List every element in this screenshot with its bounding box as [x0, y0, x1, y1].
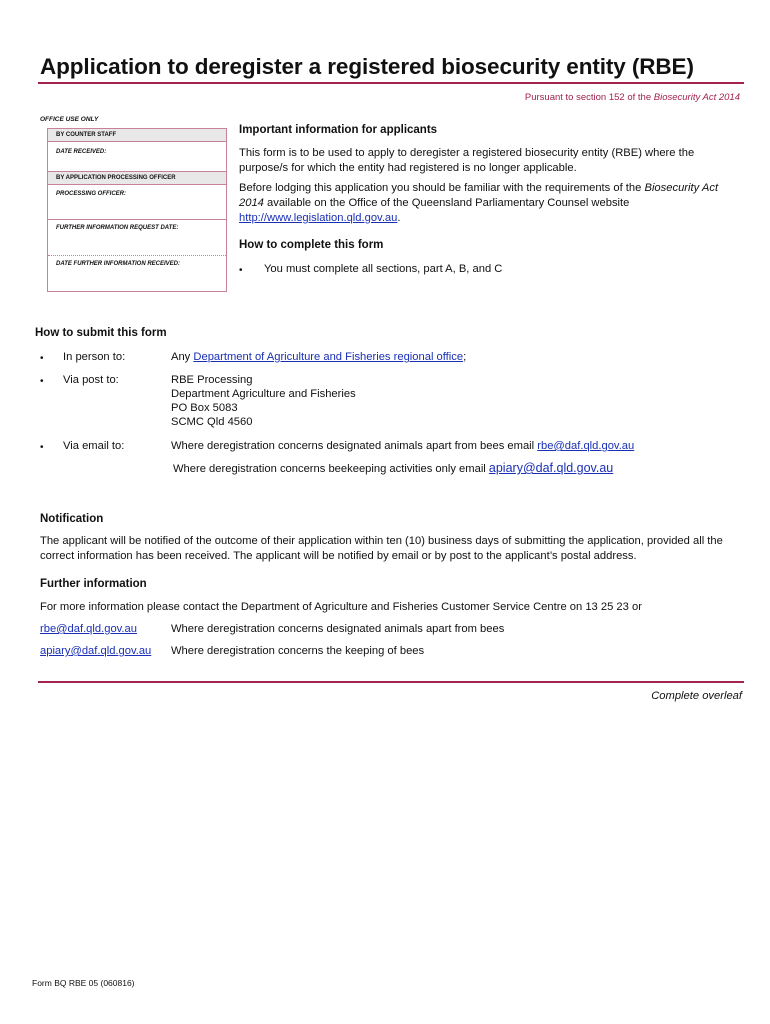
regional-office-link[interactable]: Department of Agriculture and Fisheries regional office [193, 351, 464, 363]
counter-staff-heading: BY COUNTER STAFF [48, 128, 226, 142]
pursuant-prefix: Pursuant to section 152 of the [524, 92, 654, 103]
in-person-suffix: ; [463, 351, 467, 363]
complete-overleaf-note: Complete overleaf [651, 690, 742, 702]
para2-prefix: Before lodging this application you should be familiar with the requirements of the [239, 182, 645, 194]
office-use-label: OFFICE USE ONLY [40, 116, 99, 123]
email-line2 [173, 461, 613, 477]
post-line2: Department Agriculture and Fisheries [171, 388, 356, 400]
how-submit-heading: How to submit this form [35, 327, 167, 339]
notification-heading: Notification [40, 513, 104, 525]
further-info-request-date-field[interactable]: FURTHER INFORMATION REQUEST DATE: [56, 225, 179, 231]
email-line1 [171, 439, 634, 454]
processing-officer-field[interactable]: PROCESSING OFFICER: [56, 191, 127, 197]
how-complete-heading: How to complete this form [239, 239, 384, 251]
box-dotted-divider [48, 255, 226, 256]
office-use-box [47, 128, 227, 292]
para2-end: . [397, 212, 401, 224]
bullet-icon: • [40, 442, 44, 453]
apiary-contact-link[interactable]: apiary@daf.qld.gov.au [40, 645, 152, 657]
form-code-footer: Form BQ RBE 05 (060816) [32, 978, 135, 988]
in-person-detail [171, 350, 466, 365]
further-info-heading: Further information [40, 578, 147, 590]
pursuant-note [525, 92, 740, 103]
page-title: Application to deregister a registered biosecurity entity (RBE) [40, 54, 694, 79]
bullet-icon: • [40, 376, 44, 387]
rbe-contact-text: Where deregistration concerns designated animals apart from bees [171, 623, 505, 635]
email-line1-prefix: Where deregistration concerns designated animals apart from bees email [171, 440, 538, 452]
email-label: Via email to: [63, 440, 125, 452]
para2-suffix: available on the Office of the Queensland Parliamentary Counsel website [263, 197, 630, 209]
post-line1: RBE Processing [171, 374, 253, 386]
important-info-para1: This form is to be used to apply to deregister a registered biosecurity entity (RBE) where the purpose/s for which the entity had registered is no longer applicable. [239, 147, 695, 174]
pursuant-act: Biosecurity Act 2014 [653, 92, 740, 103]
bottom-divider [38, 681, 744, 683]
date-further-info-received-field[interactable]: DATE FURTHER INFORMATION RECEIVED: [56, 261, 180, 267]
important-info-para2 [239, 181, 739, 226]
box-divider [48, 219, 226, 220]
in-person-label: In person to: [63, 351, 126, 363]
title-divider [38, 82, 744, 84]
post-line3: PO Box 5083 [171, 402, 238, 414]
how-complete-item: You must complete all sections, part A, B, and C [264, 263, 503, 275]
para2-act: Biosecurity Act 2014 [239, 182, 719, 209]
legislation-link[interactable]: http://www.legislation.qld.gov.au [239, 212, 398, 224]
processing-officer-heading: BY APPLICATION PROCESSING OFFICER [48, 171, 226, 185]
apiary-email-link[interactable]: apiary@daf.qld.gov.au [488, 461, 614, 475]
bullet-icon: • [40, 353, 44, 364]
in-person-prefix: Any [171, 351, 194, 363]
further-info-text: For more information please contact the Department of Agriculture and Fisheries Customer Service Centre on 13 25 23 or [40, 601, 642, 613]
notification-text: The applicant will be notified of the outcome of their application within ten (10) business days of submitting the application, provided all the correct information has been received. The applicant will be notified by email or by post to the applicant’s postal address. [40, 535, 723, 562]
apiary-contact-text: Where deregistration concerns the keeping of bees [171, 645, 425, 657]
date-received-field[interactable]: DATE RECEIVED: [56, 149, 107, 155]
post-label: Via post to: [63, 374, 119, 386]
rbe-email-link[interactable]: rbe@daf.qld.gov.au [537, 440, 635, 452]
rbe-contact-link[interactable]: rbe@daf.qld.gov.au [40, 623, 137, 635]
post-line4: SCMC Qld 4560 [171, 416, 253, 428]
bullet-icon: • [239, 265, 243, 276]
email-line2-prefix: Where deregistration concerns beekeeping activities only email [173, 463, 489, 475]
important-info-heading: Important information for applicants [239, 124, 438, 136]
